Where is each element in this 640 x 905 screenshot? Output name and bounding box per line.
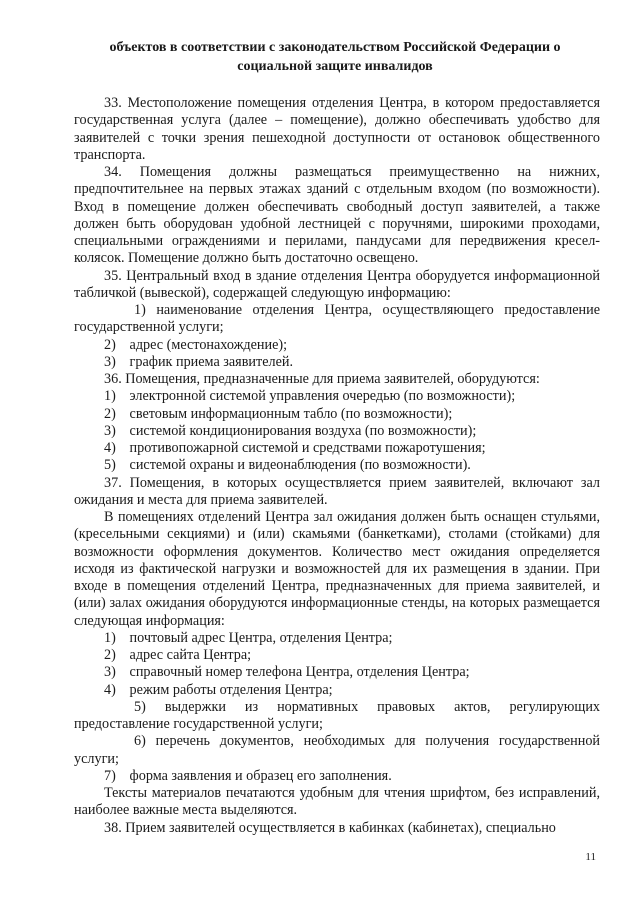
list-item-number: 2): [104, 647, 116, 663]
paragraph: 36. Помещения, предназначенные для приема заявителей, оборудуются:: [104, 371, 540, 387]
list-item-number: 4): [104, 681, 116, 698]
list-item-text: справочный номер телефона Центра, отделения Центра;: [129, 664, 470, 681]
heading-line-1: объектов в соответствии с законодательством Российской Федерации о: [109, 40, 561, 55]
list-item: [74, 354, 600, 371]
list-item: [74, 337, 600, 354]
list-item-text: световым информационным табло (по возможности);: [129, 405, 453, 422]
list-item: [74, 406, 600, 423]
list-item-number: 5): [104, 457, 116, 474]
list-item-number: 2): [104, 336, 116, 353]
list-item-number: 2): [104, 405, 116, 422]
list-item-number: 3): [104, 422, 116, 439]
list-item-text: адрес (местонахождение);: [129, 336, 288, 353]
list-item: [74, 699, 600, 734]
list-item: [74, 733, 600, 768]
list-item: [74, 302, 600, 337]
list-item-text: наименование отделения Центра, осуществляющего предоставление государственной услуги;: [74, 302, 601, 336]
list-item-number: 1): [104, 629, 116, 646]
list-item-text: адрес сайта Центра;: [129, 647, 252, 663]
list-item-text: график приема заявителей.: [129, 353, 294, 370]
list-item: [74, 440, 600, 457]
heading-line-2: социальной защите инвалидов: [237, 59, 433, 74]
list-item-number: 5): [134, 698, 146, 715]
paragraph: 34. Помещения должны размещаться преимущественно на нижних, предпочтительнее на первых этажах зданий с отдельным входом (по возможности). Вход в помещение должен обеспечивать свободный доступ заявителей, а также должен быть оборудован удобной лестницей с поручнями, широкими проходами, специальными ограждениями и перилами, пандусами для передвижения кресел-колясок. Помещение должно быть достаточно освещено.: [74, 164, 600, 267]
list-item: [74, 423, 600, 440]
list-item-text: противопожарной системой и средствами пожаротушения;: [129, 440, 486, 456]
list-item-number: 3): [104, 664, 116, 681]
list-item: [74, 664, 600, 681]
list-item-number: 1): [104, 388, 116, 405]
list-item-number: 4): [104, 440, 116, 456]
list-item-text: электронной системой управления очередью (по возможности);: [129, 388, 516, 405]
list-item-text: выдержки из нормативных правовых актов, регулирующих предоставление государственной услуги;: [74, 698, 601, 732]
paragraph: 35. Центральный вход в здание отделения Центра оборудуется информационной табличкой (вывеской), содержащей следующую информацию:: [74, 267, 600, 301]
list-item-text: перечень документов, необходимых для получения государственной услуги;: [74, 733, 601, 767]
paragraph: 37. Помещения, в которых осуществляется прием заявителей, включают зал ожидания и места для приема заявителей.: [74, 474, 600, 508]
paragraph: Тексты материалов печатаются удобным для чтения шрифтом, без исправлений, наиболее важные места выделяются.: [74, 785, 600, 819]
section-heading: [70, 38, 600, 76]
list-item-text: режим работы отделения Центра;: [129, 681, 333, 698]
document-body: [74, 95, 600, 837]
list-item: [74, 388, 600, 405]
list-item: [74, 457, 600, 474]
list-item-text: форма заявления и образец его заполнения.: [129, 767, 392, 784]
paragraph: 33. Местоположение помещения отделения Центра, в котором предоставляется государственная услуга (далее – помещение), должно обеспечивать удобство для заявителей с точки зрения пешеходной доступности от остановок общественного транспорта.: [74, 95, 600, 163]
list-item-number: 3): [104, 353, 116, 370]
list-item: [74, 630, 600, 647]
list-item: [74, 647, 600, 664]
paragraph: В помещениях отделений Центра зал ожидания должен быть оснащен стульями, (кресельными секциями) и (или) скамьями (банкетками), столами (стойками) для возможности оформления документов. Количество мест ожидания определяется исходя из фактической нагрузки и возможностей для их размещения в здании. При входе в помещения отделений Центра, предназначенных для приема заявителей, и (или) залах ожидания оборудуются информационные стенды, на которых размещается следующая информация:: [74, 509, 600, 629]
list-item: [74, 682, 600, 699]
list-item-number: 7): [104, 767, 116, 784]
list-item: [74, 768, 600, 785]
list-item-text: системой кондиционирования воздуха (по возможности);: [129, 422, 477, 439]
page-number: 11: [585, 851, 596, 863]
list-item-number: 6): [134, 733, 146, 750]
list-item-number: 1): [134, 302, 146, 318]
list-item-text: почтовый адрес Центра, отделения Центра;: [129, 629, 393, 646]
paragraph: 38. Прием заявителей осуществляется в кабинках (кабинетах), специально: [104, 819, 556, 836]
list-item-text: системой охраны и видеонаблюдения (по возможности).: [129, 457, 471, 474]
